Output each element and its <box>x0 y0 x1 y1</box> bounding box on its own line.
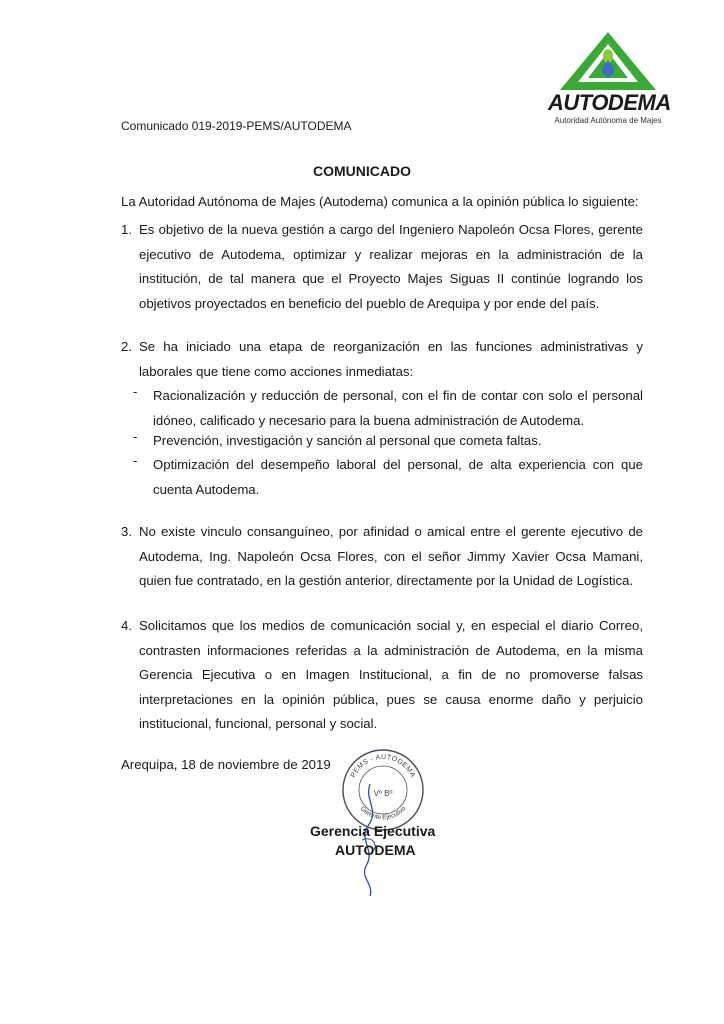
document-reference: Comunicado 019-2019-PEMS/AUTODEMA <box>121 119 352 133</box>
sub-item-1 <box>133 384 643 433</box>
list-item-text: No existe vinculo consanguíneo, por afinidad o amical entre el gerente ejecutivo de Autodema, Ing. Napoleón Ocsa Flores, con el señor Jimmy Xavier Ocsa Mamani, quien fue contratado, en la gestión anterior, directamente por la Unidad de Logística. <box>139 524 643 588</box>
stamp-center-text: Vº Bº <box>373 789 393 798</box>
dash-bullet: - <box>133 429 138 444</box>
sub-item-2 <box>133 429 643 454</box>
signature-office: Gerencia Ejecutiva <box>310 823 436 839</box>
sub-item-text: Racionalización y reducción de personal, con el fin de contar con solo el personal idóneo, calificado y necesario para la buena administración de Autodema. <box>153 388 643 428</box>
date-line: Arequipa, 18 de noviembre de 2019 <box>121 757 331 772</box>
sub-item-text: Optimización del desempeño laboral del personal, de alta experiencia con que cuenta Autodema. <box>153 457 643 497</box>
list-item-text: Es objetivo de la nueva gestión a cargo del Ingeniero Napoleón Ocsa Flores, gerente ejecutivo de Autodema, optimizar y realizar mejoras en la administración de la institución, de tal manera que el Proyecto Majes Siguas II continúe logrando los objetivos proyectados en beneficio del pueblo de Arequipa y por ende del país. <box>139 222 643 311</box>
signature-institution: AUTODEMA <box>335 842 416 858</box>
dash-bullet: - <box>133 384 138 399</box>
dash-bullet: - <box>133 453 138 468</box>
list-item-number: 1. <box>121 222 132 237</box>
logo-wordmark: AUTODEMA <box>548 90 671 115</box>
stamp-bottom-text: Gerente Ejecutivo <box>358 805 408 822</box>
list-item-number: 4. <box>121 618 132 633</box>
sub-item-3 <box>133 453 643 502</box>
document-title: COMUNICADO <box>313 163 411 179</box>
list-item-1 <box>121 218 643 316</box>
sub-item-text: Prevención, investigación y sanción al personal que cometa faltas. <box>153 433 542 448</box>
list-item-number: 2. <box>121 339 132 354</box>
stamp-top-text: PEMS - AUTODEMA <box>349 753 417 779</box>
logo-mountain-icon <box>558 30 658 92</box>
list-item-2 <box>121 335 643 384</box>
list-item-text: Solicitamos que los medios de comunicación social y, en especial el diario Correo, contrasten informaciones referidas a la administración de Autodema, en la misma Gerencia Ejecutiva o en Imagen Institucional, a fin de no promoverse falsas interpretaciones en la opinión pública, pues se causa enorme daño y perjuicio institucional, funcional, personal y social. <box>139 618 643 731</box>
intro-paragraph: La Autoridad Autónoma de Majes (Autodema) comunica a la opinión pública lo siguiente: <box>121 194 639 209</box>
list-item-number: 3. <box>121 524 132 539</box>
list-item-3 <box>121 520 643 594</box>
logo-subtitle: Autoridad Autónoma de Majes <box>554 116 662 125</box>
list-item-text: Se ha iniciado una etapa de reorganización en las funciones administrativas y laborales que tiene como acciones inmediatas: <box>139 339 643 379</box>
list-item-4 <box>121 614 643 737</box>
autodema-logo <box>548 30 671 125</box>
